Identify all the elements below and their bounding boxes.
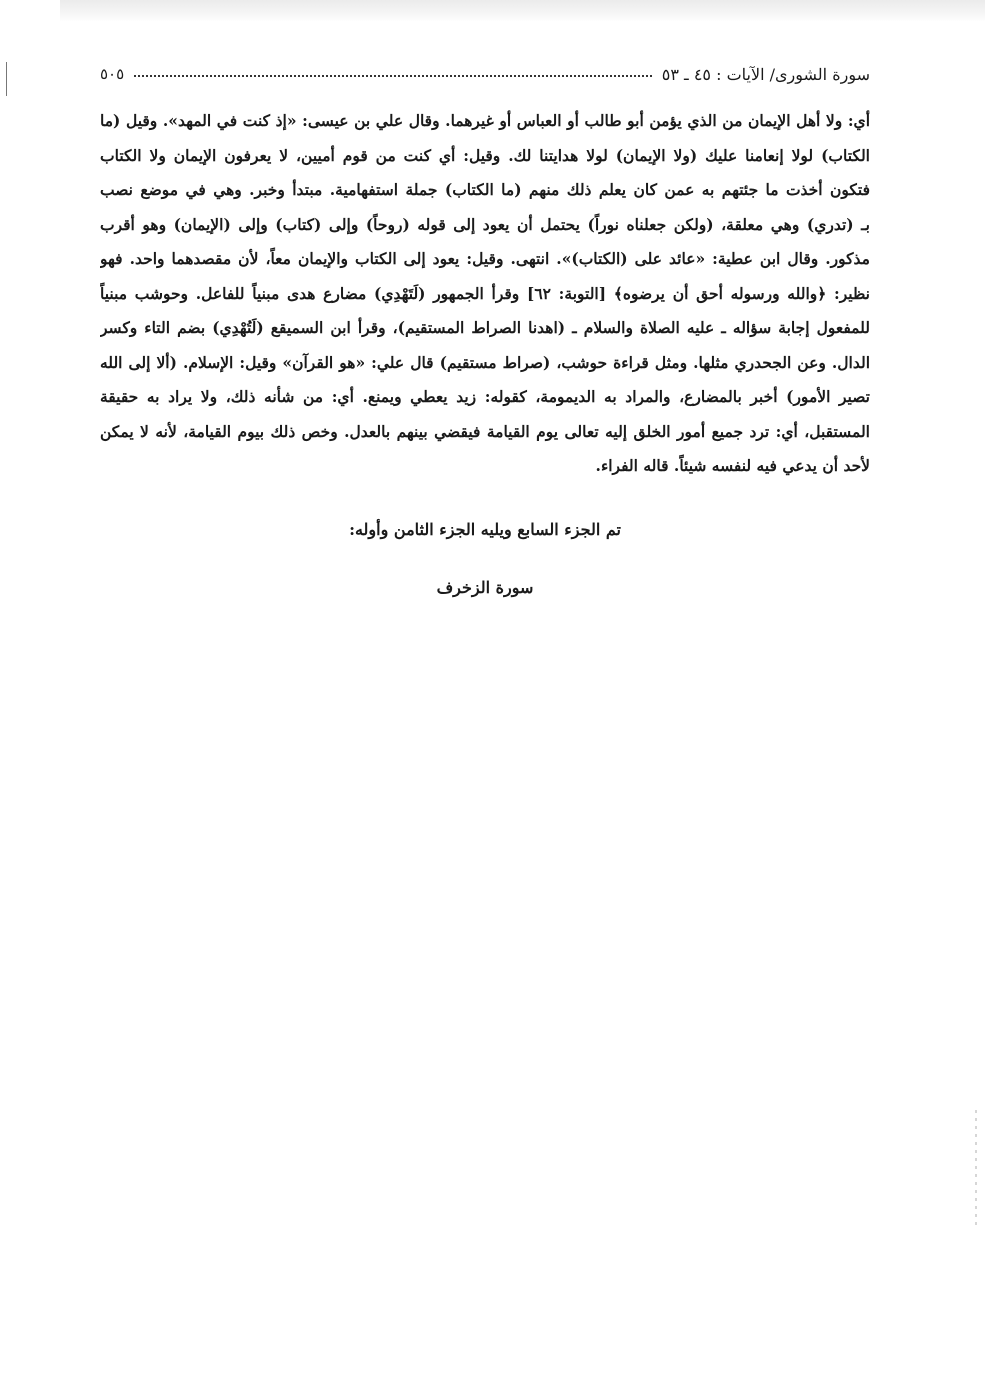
- next-surah-title: سورة الزخرف: [436, 578, 534, 597]
- body-line: بـ (تدري) وهي معلقة، (ولكن جعلناه نوراً) يحتمل أن يعود إلى قوله (روحاً) وإلى (كتاب) وإلى (الإيمان) وهو أقرب: [100, 214, 870, 234]
- body-line: الكتاب) لولا إنعامنا عليك (ولا الإيمان) لولا هدايتنا لك. وقيل: أي كنت من قوم أميين، لا يعرفون الإيمان ولا الكتاب: [100, 145, 870, 165]
- body-line: الدال. وعن الجحدري مثلها. ومثل قراءة حوشب، (صراط مستقيم) قال علي: «هو القرآن» وقيل: الإسلام. (ألا إلى الله: [100, 352, 870, 372]
- body-line: لأحد أن يدعي فيه لنفسه شيئاً. قاله الفراء.: [595, 456, 870, 475]
- book-page: [100, 0, 870, 1375]
- running-header: [100, 60, 870, 88]
- header-title: سورة الشورى/ الآيات : ٤٥ ـ ٥٣: [661, 64, 870, 84]
- volume-end-note: تم الجزء السابع ويليه الجزء الثامن وأوله:: [349, 520, 621, 539]
- body-line: مذكور. وقال ابن عطية: «عائد على (الكتاب)». انتهى. وقيل: يعود إلى الكتاب والإيمان معاً، لأن مقصدهما واحد. فهو: [100, 249, 870, 268]
- body-line: تصير الأمور) أخبر بالمضارع، والمراد به الديمومة، كقوله: زيد يعطي ويمنع. أي: من شأنه ذلك، ولا يراد به حقيقة: [100, 387, 870, 406]
- scan-edge-right: [975, 1110, 977, 1230]
- scan-margin-mark: [6, 62, 7, 96]
- body-line: فتكون أخذت ما جئتهم به عمن كان يعلم ذلك منهم (ما الكتاب) جملة استفهامية. مبتدأ وخبر. وهي في موضع نصب: [100, 180, 870, 199]
- header-dot-leader: [134, 75, 652, 77]
- body-text: [100, 104, 870, 484]
- body-line: نظير: ﴿والله ورسوله أحق أن يرضوه﴾ [التوبة: ٦٢] وقرأ الجمهور (لَتَهْدِي) مضارع هدى مبنياً للفاعل. وحوشب مبنياً: [100, 283, 870, 303]
- body-line: المستقبل، أي: ترد جميع أمور الخلق إليه تعالى يوم القيامة فيقضي بينهم بالعدل. وخص ذلك بيوم القيامة، لأنه لا يمكن: [100, 421, 870, 441]
- body-line: للمفعول إجابة سؤاله ـ عليه الصلاة والسلام ـ (اهدنا الصراط المستقيم)، وقرأ ابن السميقع (لَتُهْدِي) بضم التاء وكسر: [100, 318, 870, 337]
- page-number: ٥٠٥: [100, 65, 125, 83]
- body-line: أي: ولا أهل الإيمان من الذي يؤمن أبو طالب أو العباس أو غيرهما. وقال علي بن عيسى: «إذ كنت في المهد». وقيل (ما: [100, 111, 870, 130]
